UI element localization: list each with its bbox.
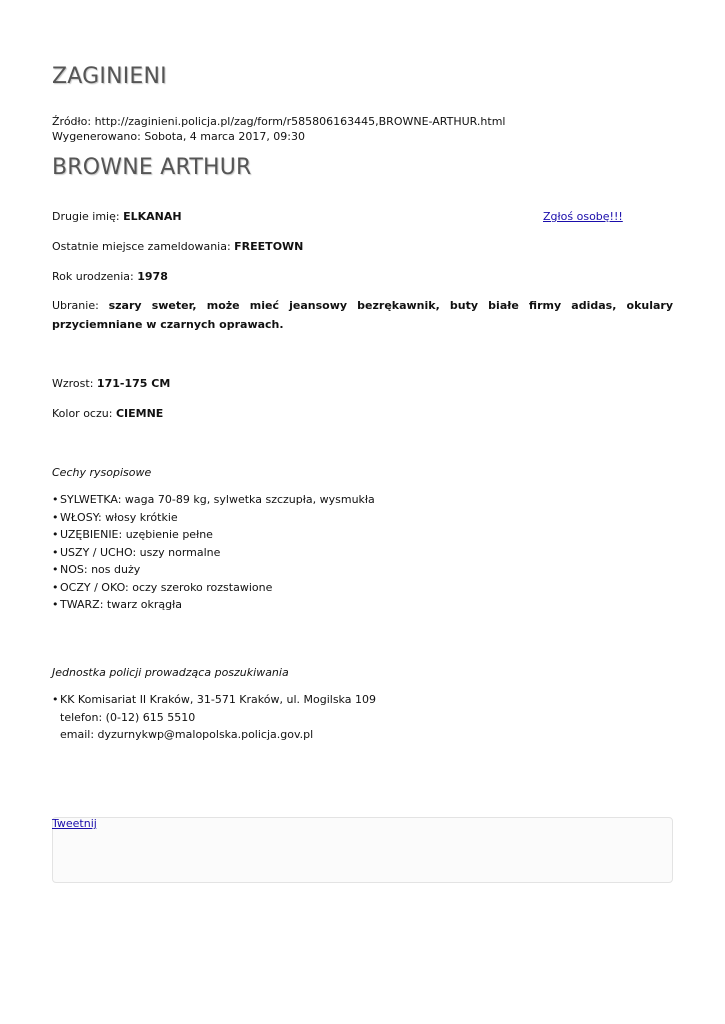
police-unit-phone: telefon: (0-12) 615 5510 [60,710,196,724]
eye-color-field [52,404,673,423]
generated-date: Wygenerowano: Sobota, 4 marca 2017, 09:30 [52,130,306,143]
person-name: BROWNE ARTHUR [52,155,252,180]
address-field [52,237,673,256]
birth-year-field [52,267,673,286]
eye-color-value: CIEMNE [115,407,164,420]
tweet-widget-box [52,817,673,883]
birth-year-label: Rok urodzenia: [52,270,138,283]
clothing-value: szary sweter, może mieć jeansowy bezrękawnik, buty białe firmy adidas, okulary przyciemniane w czarnych oprawach. [52,299,674,331]
list-item: • USZY / UCHO: uszy normalne [52,544,375,562]
middle-name-value: ELKANAH [123,210,182,223]
police-unit-item [52,691,376,744]
height-value: 171-175 CM [96,377,171,390]
clothing-field [52,296,673,334]
list-item: • NOS: nos duży [52,561,375,579]
address-label: Ostatnie miejsce zameldowania: [52,240,235,253]
list-item: • SYLWETKA: waga 70-89 kg, sylwetka szczupła, wysmukła [52,491,375,509]
police-unit-name: • KK Komisariat II Kraków, 31-571 Kraków, ul. Mogilska 109 [60,693,376,706]
birth-year-value: 1978 [137,270,168,283]
list-item: • TWARZ: twarz okrągła [52,596,375,614]
site-title: ZAGINIENI [52,64,167,89]
features-title: Cechy rysopisowe [52,466,152,479]
list-item: • WŁOSY: włosy krótkie [52,509,375,527]
report-person-link[interactable]: Zgłoś osobę!!! [543,210,623,223]
clothing-label: Ubranie: [52,299,109,312]
police-unit-title: Jednostka policji prowadząca poszukiwania [52,666,289,679]
features-list [52,491,375,614]
height-field [52,374,673,393]
list-item: • UZĘBIENIE: uzębienie pełne [52,526,375,544]
source-url: Źródło: http://zaginieni.policja.pl/zag/form/r585806163445,BROWNE-ARTHUR.html [52,115,506,128]
address-value: FREETOWN [234,240,304,253]
eye-color-label: Kolor oczu: [52,407,116,420]
middle-name-label: Drugie imię: [52,210,124,223]
height-label: Wzrost: [52,377,97,390]
police-unit-list [52,691,376,744]
police-unit-email: email: dyzurnykwp@malopolska.policja.gov.pl [60,728,314,741]
tweet-link[interactable]: Tweetnij [52,817,97,830]
list-item: • OCZY / OKO: oczy szeroko rozstawione [52,579,375,597]
